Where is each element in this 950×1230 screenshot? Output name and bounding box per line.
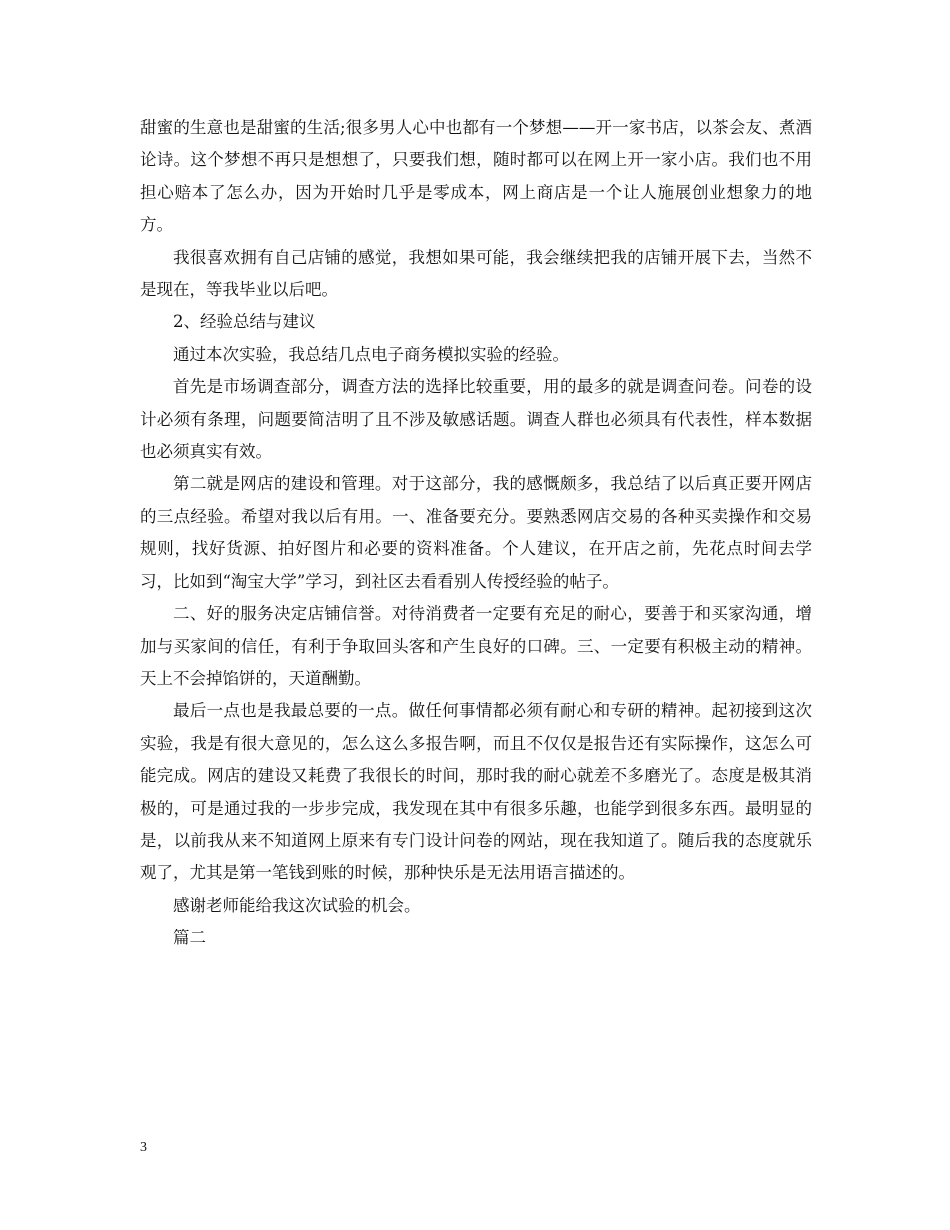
paragraph: 我很喜欢拥有自己店铺的感觉，我想如果可能，我会继续把我的店铺开展下去，当然不是现在，等我毕业以后吧。: [140, 247, 812, 300]
paragraph: 感谢老师能给我这次试验的机会。: [173, 895, 421, 915]
paragraph: 二、好的服务决定店铺信誉。对待消费者一定要有充足的耐心，要善于和买家沟通，增加与买家间的信任，有利于争取回头客和产生良好的口碑。三、一定要有积极主动的精神。天上不会掉馅饼的，天道酬勤。: [140, 604, 812, 688]
paragraph: 通过本次实验，我总结几点电子商务模拟实验的经验。: [173, 344, 569, 364]
paragraph: 首先是市场调查部分，调查方法的选择比较重要，用的最多的就是调查问卷。问卷的设计必须有条理，问题要简洁明了且不涉及敏感话题。调查人群也必须具有代表性，样本数据也必须真实有效。: [140, 377, 812, 462]
section-heading: 2、经验总结与建议: [173, 312, 316, 332]
paragraph-continuation: 甜蜜的生意也是甜蜜的生活;很多男人心中也都有一个梦想——开一家书店，以茶会友、煮酒论诗。这个梦想不再只是想想了，只要我们想，随时都可以在网上开一家小店。我们也不用担心赔本了怎么办，因为开始时几乎是零成本，网上商店是一个让人施展创业想象力的地方。: [140, 118, 812, 235]
paragraph: 最后一点也是我最总要的一点。做任何事情都必须有耐心和专研的精神。起初接到这次实验，我是有很大意见的，怎么这么多报告啊，而且不仅仅是报告还有实际操作，这怎么可能完成。网店的建设又耗费了我很长的时间，那时我的耐心就差不多磨光了。态度是极其消极的，可是通过我的一步步完成，我发现在其中有很多乐趣，也能学到很多东西。最明显的是，以前我从来不知道网上原来有专门设计问卷的网站，现在我知道了。随后我的态度就乐观了，尤其是第一笔钱到账的时候，那种快乐是无法用语言描述的。: [140, 701, 812, 883]
paragraph: 第二就是网店的建设和管理。对于这部分，我的感慨颇多，我总结了以后真正要开网店的三点经验。希望对我以后有用。一、准备要充分。要熟悉网店交易的各种买卖操作和交易规则，找好货源、拍好图片和必要的资料准备。个人建议，在开店之前，先花点时间去学习，比如到“淘宝大学”学习，到社区去看看别人传授经验的帖子。: [140, 474, 812, 591]
page-number: 3: [140, 1140, 147, 1155]
document-body: [140, 112, 812, 955]
part-heading: 篇二: [173, 928, 206, 948]
